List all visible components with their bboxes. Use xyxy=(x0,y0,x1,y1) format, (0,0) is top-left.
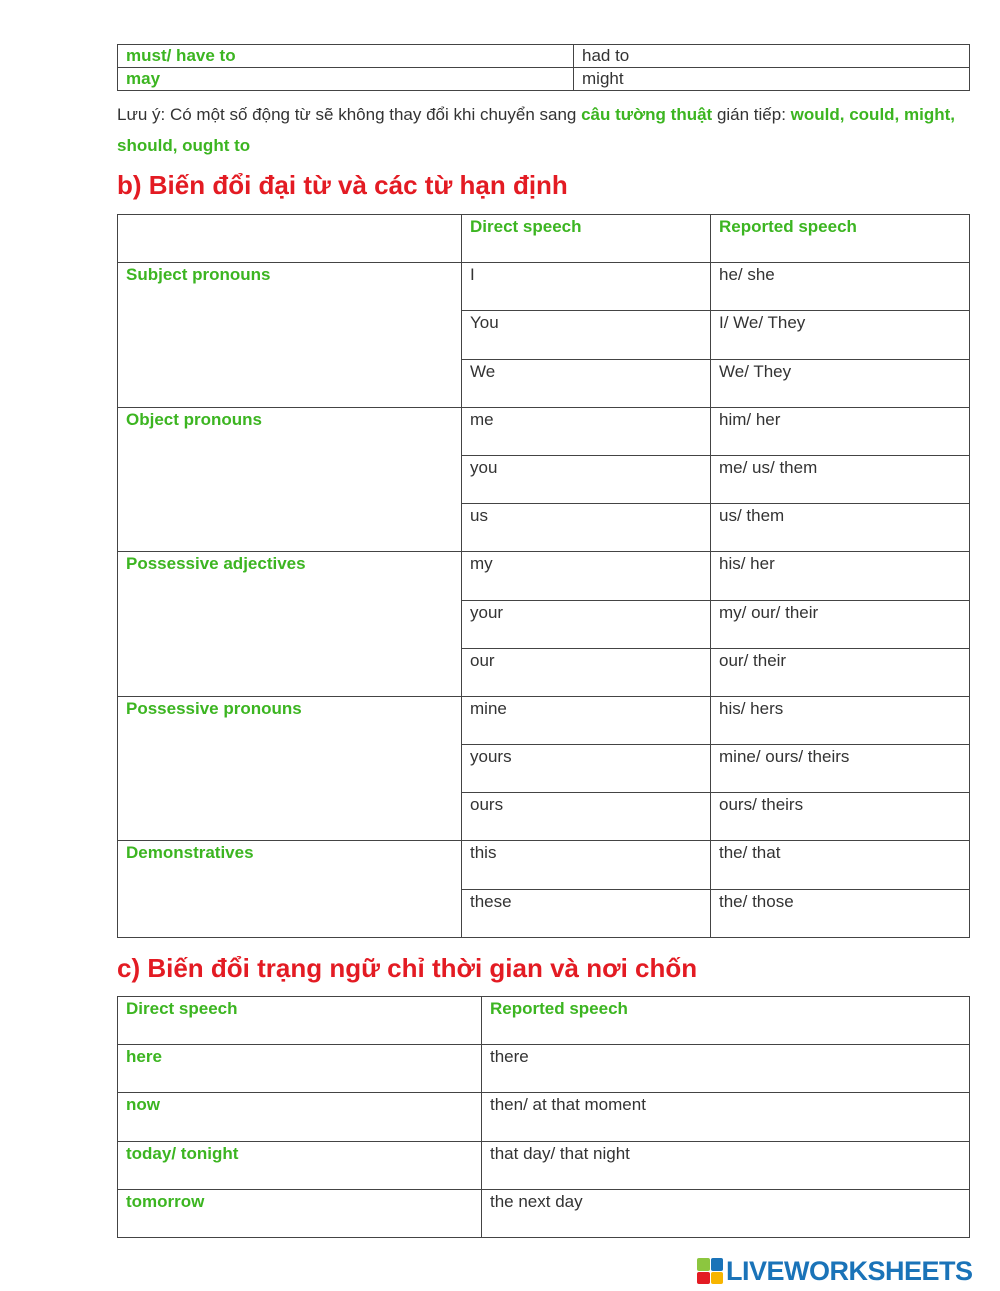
note-middle: gián tiếp: xyxy=(712,105,791,124)
reported-cell: he/ she xyxy=(711,263,970,311)
direct-cell: yours xyxy=(462,745,711,793)
group-label: Possessive adjectives xyxy=(118,552,462,697)
reported-cell: had to xyxy=(574,45,970,68)
reported-cell: I/ We/ They xyxy=(711,311,970,359)
reported-cell: the/ that xyxy=(711,841,970,889)
reported-cell: us/ them xyxy=(711,504,970,552)
section-b-title: b) Biến đổi đại từ và các từ hạn định xyxy=(117,170,568,200)
table-row xyxy=(118,1189,970,1237)
reported-cell: his/ hers xyxy=(711,696,970,744)
direct-cell: this xyxy=(462,841,711,889)
direct-cell: today/ tonight xyxy=(118,1141,482,1189)
direct-cell: mine xyxy=(462,696,711,744)
reported-cell: our/ their xyxy=(711,648,970,696)
pronouns-table xyxy=(117,214,970,938)
table-row xyxy=(118,68,970,91)
direct-cell: here xyxy=(118,1045,482,1093)
header-cell-direct: Direct speech xyxy=(462,215,711,263)
direct-cell: my xyxy=(462,552,711,600)
reported-cell: him/ her xyxy=(711,407,970,455)
direct-cell: I xyxy=(462,263,711,311)
direct-cell: you xyxy=(462,455,711,503)
direct-cell: us xyxy=(462,504,711,552)
table-row xyxy=(118,1141,970,1189)
reported-cell: ours/ theirs xyxy=(711,793,970,841)
reported-cell: might xyxy=(574,68,970,91)
reported-cell: mine/ ours/ theirs xyxy=(711,745,970,793)
table-row xyxy=(118,407,970,455)
direct-cell: may xyxy=(118,68,574,91)
reported-cell: We/ They xyxy=(711,359,970,407)
header-cell-reported: Reported speech xyxy=(482,997,970,1045)
modal-verbs-table xyxy=(117,44,970,91)
reported-cell: then/ at that moment xyxy=(482,1093,970,1141)
table-row xyxy=(118,552,970,600)
group-label: Object pronouns xyxy=(118,407,462,552)
reported-cell: the next day xyxy=(482,1189,970,1237)
direct-cell: You xyxy=(462,311,711,359)
reported-cell: the/ those xyxy=(711,889,970,937)
brand-name: LIVEWORKSHEETS xyxy=(726,1255,973,1286)
header-cell-empty xyxy=(118,215,462,263)
liveworksheets-logo xyxy=(697,1255,973,1287)
note-highlight: câu tường thuật xyxy=(581,105,713,124)
note-verbs: would, could, might, should, ought to xyxy=(117,105,955,155)
table-row xyxy=(118,696,970,744)
reported-cell: me/ us/ them xyxy=(711,455,970,503)
table-header-row xyxy=(118,215,970,263)
header-cell-direct: Direct speech xyxy=(118,997,482,1045)
table-row xyxy=(118,263,970,311)
reported-cell: that day/ that night xyxy=(482,1141,970,1189)
group-label: Possessive pronouns xyxy=(118,696,462,841)
header-cell-reported: Reported speech xyxy=(711,215,970,263)
section-c-title: c) Biến đổi trạng ngữ chỉ thời gian và nơi chốn xyxy=(117,953,698,983)
table-row xyxy=(118,1045,970,1093)
adverbs-table xyxy=(117,996,970,1238)
direct-cell: your xyxy=(462,600,711,648)
table-header-row xyxy=(118,997,970,1045)
direct-cell: now xyxy=(118,1093,482,1141)
direct-cell: our xyxy=(462,648,711,696)
note-paragraph xyxy=(117,99,977,161)
reported-cell: his/ her xyxy=(711,552,970,600)
group-label: Subject pronouns xyxy=(118,263,462,408)
liveworksheets-logo-icon xyxy=(697,1258,723,1284)
table-row xyxy=(118,1093,970,1141)
direct-cell: must/ have to xyxy=(118,45,574,68)
direct-cell: tomorrow xyxy=(118,1189,482,1237)
direct-cell: these xyxy=(462,889,711,937)
note-prefix: Lưu ý: Có một số động từ sẽ không thay đổi khi chuyển sang xyxy=(117,105,582,124)
direct-cell: me xyxy=(462,407,711,455)
reported-cell: there xyxy=(482,1045,970,1093)
direct-cell: ours xyxy=(462,793,711,841)
direct-cell: We xyxy=(462,359,711,407)
group-label: Demonstratives xyxy=(118,841,462,937)
table-row xyxy=(118,841,970,889)
table-row xyxy=(118,45,970,68)
reported-cell: my/ our/ their xyxy=(711,600,970,648)
